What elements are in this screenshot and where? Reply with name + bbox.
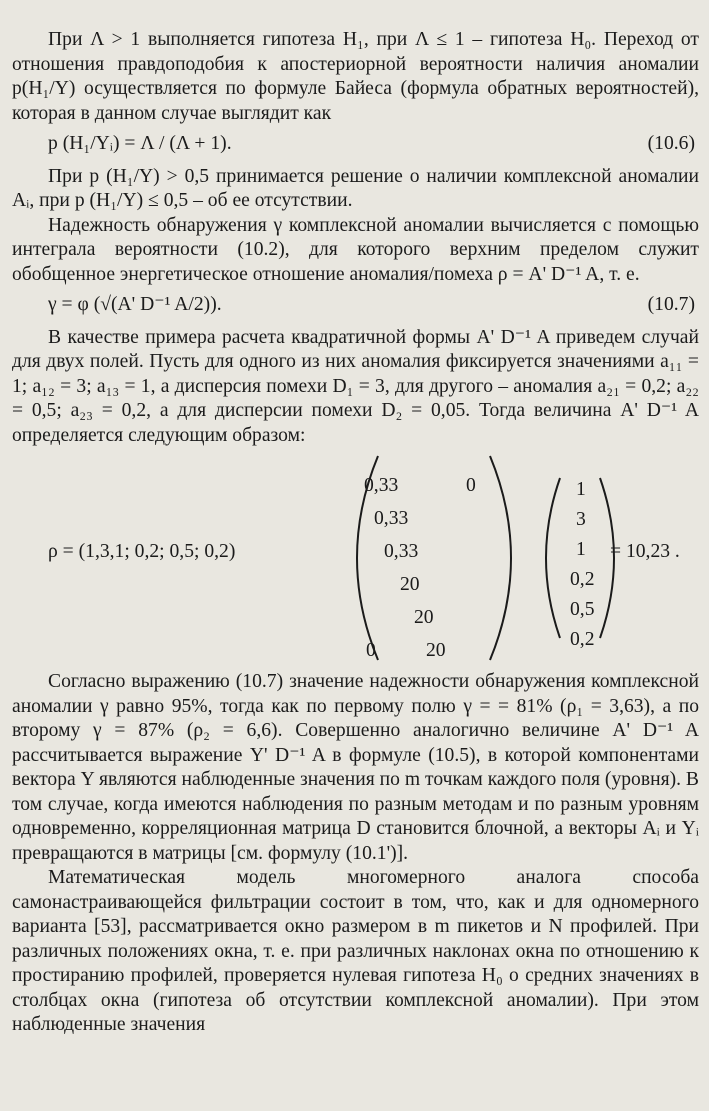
equation-10-7-body: γ = φ (√(A' D⁻¹ A/2)). — [48, 294, 222, 315]
paragraph-reliability: Надежность обнаружения γ комплексной аномалии вычисляется с помощью интеграла вероятности (10.2), для которого верхним пределом служит обобщенное энергетическое отношение аномалия/помеха ρ = A' D⁻¹ A, т. е. — [12, 214, 699, 285]
paragraph-example: В качестве примера расчета квадратичной формы A' D⁻¹ A приведем случай для двух полей. Пусть для одного из них аномалия фиксируется значениями a₁₁ = 1; a₁₂ = 3; a₁₃ = 1, а дисперсия помехи D₁ = 3, для другого – аномалия a₂₁ = 0,2; a₂₂ = 0,5; a₂₃ = 0,2, а для дисперсии помехи D₂ = 0,05. Тогда величина A' D⁻¹ A определяется следующим образом: — [12, 326, 699, 446]
equation-10-6-number: (10.6) — [647, 133, 695, 154]
vector-cell: 0,5 — [570, 599, 595, 620]
matrix-diag-cell: 0,33 — [384, 541, 419, 562]
paragraph-result: Согласно выражению (10.7) значение надежности обнаружения комплексной аномалии γ равно 95%, тогда как по первому полю γ = = 81% (ρ₁ = 3,63), а по второму γ = 87% (ρ₂ = 6,6). Совершенно аналогично величине A' D⁻¹ A рассчитывается выражение Y' D⁻¹ A в формуле (10.5), в которой компонентами вектора Y являются наблюденные значения по m точкам каждого поля (уровня). В том случае, когда имеются наблюдения по разным методам и по разным уровням одновременно, корреляционная матрица D становится блочной, а векторы Aᵢ и Yᵢ превращаются в матрицы [см. формулу (10.1')]. — [12, 671, 699, 864]
matrix-diag-cell: 0,33 — [364, 475, 399, 496]
matrix-parentheses — [12, 452, 709, 664]
equation-10-7 — [12, 293, 699, 318]
vector-cell: 1 — [576, 539, 586, 560]
matrix-example — [12, 452, 699, 664]
matrix-lhs-vector: ρ = (1,3,1; 0,2; 0,5; 0,2) — [48, 541, 236, 562]
equation-10-6 — [12, 132, 699, 157]
matrix-diag-cell: 0,33 — [374, 508, 409, 529]
paragraph-hypothesis: При Λ > 1 выполняется гипотеза H₁, при Λ ≤ 1 – гипотеза H₀. Переход от отношения правдоподобия к апостериорной вероятности наличия аномалии p(H₁/Y) осуществляется по формуле Байеса (формула обратных вероятностей), которая в данном случае выглядит как — [12, 29, 699, 124]
matrix-diag-cell: 20 — [400, 574, 420, 595]
equation-10-6-body: p (H₁/Yᵢ) = Λ / (Λ + 1). — [48, 133, 232, 154]
paragraph-model: Математическая модель многомерного аналога способа самонастраивающейся фильтрации состоит в том, что, как и для одномерного варианта [53], рассматривается окно размером в m пикетов и N профилей. При различных положениях окна, т. е. при различных наклонах окна по отношению к простиранию профилей, проверяется нулевая гипотеза H₀ о средних значениях в столбцах окна (гипотеза об отсутствии комплексной аномалии). При этом наблюденные значения — [12, 867, 699, 1035]
matrix-result: = 10,23 . — [610, 541, 680, 562]
matrix-zero-lower: 0 — [366, 640, 376, 661]
vector-cell: 0,2 — [570, 569, 595, 590]
matrix-zero-upper: 0 — [466, 475, 476, 496]
vector-cell: 3 — [576, 509, 586, 530]
matrix-diag-cell: 20 — [414, 607, 434, 628]
equation-10-7-number: (10.7) — [647, 294, 695, 315]
vector-cell: 1 — [576, 479, 586, 500]
vector-cell: 0,2 — [570, 629, 595, 650]
matrix-diag-cell: 20 — [426, 640, 446, 661]
paragraph-decision: При p (H₁/Y) > 0,5 принимается решение о наличии комплексной аномалии Aᵢ, при p (H₁/Y) ≤ 0,5 – об ее отсутствии. — [12, 165, 699, 211]
